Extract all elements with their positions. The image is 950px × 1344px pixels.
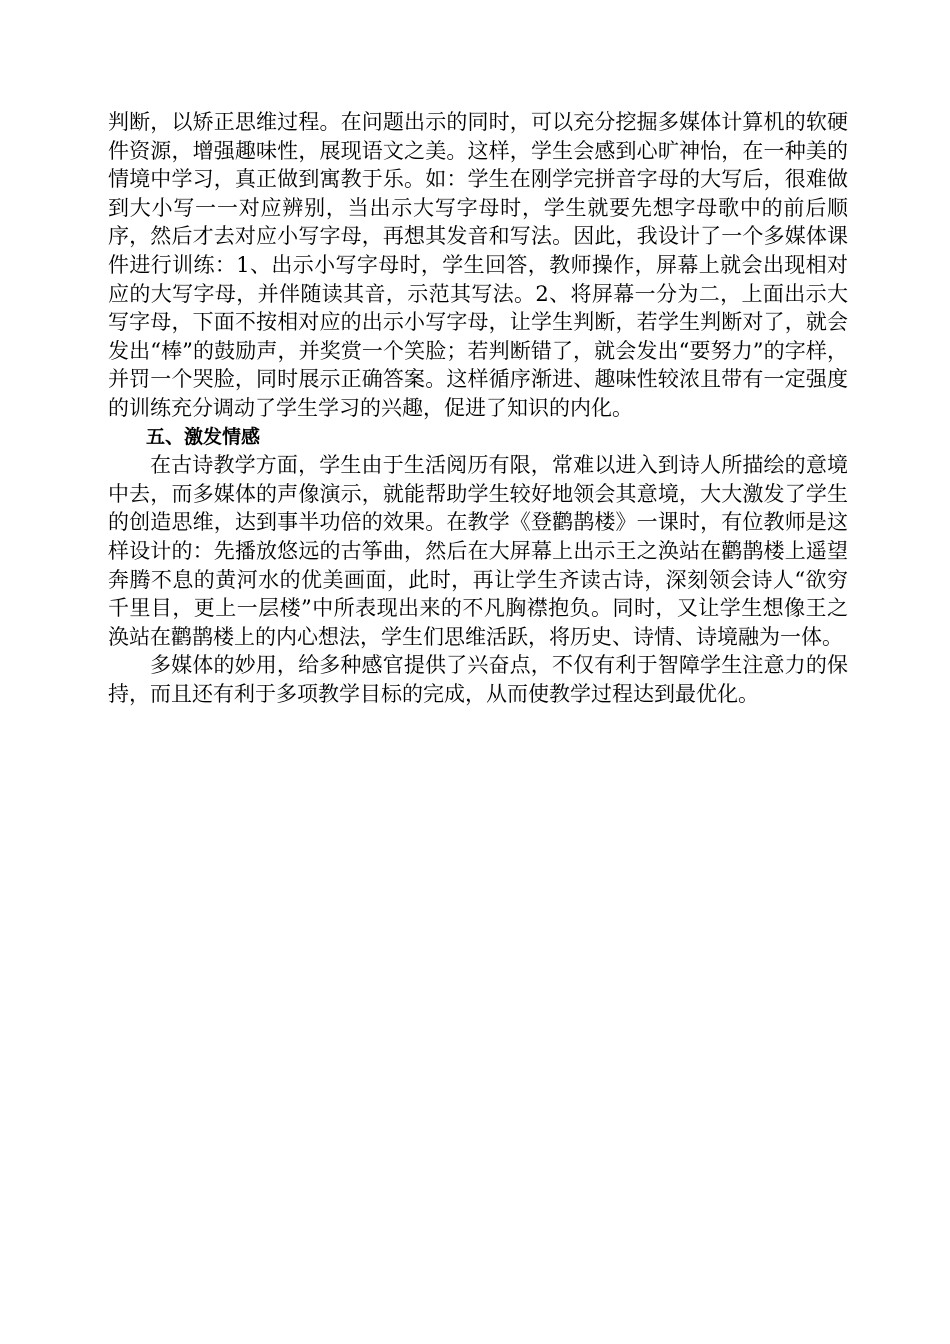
body-paragraph-conclusion: 多媒体的妙用，给多种感官提供了兴奋点，不仅有利于智障学生注意力的保持，而且还有利于多项教学目标的完成，从而使教学过程达到最优化。 — [108, 653, 848, 706]
document-body — [108, 108, 848, 708]
body-paragraph-continued: 判断，以矫正思维过程。在问题出示的同时，可以充分挖掘多媒体计算机的软硬件资源，增强趣味性，展现语文之美。这样，学生会感到心旷神怡，在一种美的情境中学习，真正做到寓教于乐。如：学生在刚学完拼音字母的大写后，很难做到大小写一一对应辨别，当出示大写字母时，学生就要先想字母歌中的前后顺序，然后才去对应小写字母，再想其发音和写法。因此，我设计了一个多媒体课件进行训练：1、出示小写字母时，学生回答，教师操作，屏幕上就会出现相对应的大写字母，并伴随读其音，示范其写法。2、将屏幕一分为二，上面出示大写字母，下面不按相对应的出示小写字母，让学生判断，若学生判断对了，就会发出“棒”的鼓励声，并奖赏一个笑脸；若判断错了，就会发出“要努力”的字样，并罚一个哭脸，同时展示正确答案。这样循序渐进、趣味性较浓且带有一定强度的训练充分调动了学生学习的兴趣，促进了知识的内化。 — [108, 110, 848, 420]
body-paragraph-ancient-poetry: 在古诗教学方面，学生由于生活阅历有限，常难以进入到诗人所描绘的意境中去，而多媒体的声像演示，就能帮助学生较好地领会其意境，大大激发了学生的创造思维，达到事半功倍的效果。在教学《登鹳鹊楼》一课时，有位教师是这样设计的：先播放悠远的古筝曲，然后在大屏幕上出示王之涣站在鹳鹊楼上遥望奔腾不息的黄河水的优美画面，此时，再让学生齐读古诗，深刻领会诗人“欲穷千里目，更上一层楼”中所表现出来的不凡胸襟抱负。同时，又让学生想像王之涣站在鹳鹊楼上的内心想法，学生们思维活跃，将历史、诗情、诗境融为一体。 — [108, 453, 848, 649]
section-heading: 五、激发情感 — [146, 425, 261, 448]
